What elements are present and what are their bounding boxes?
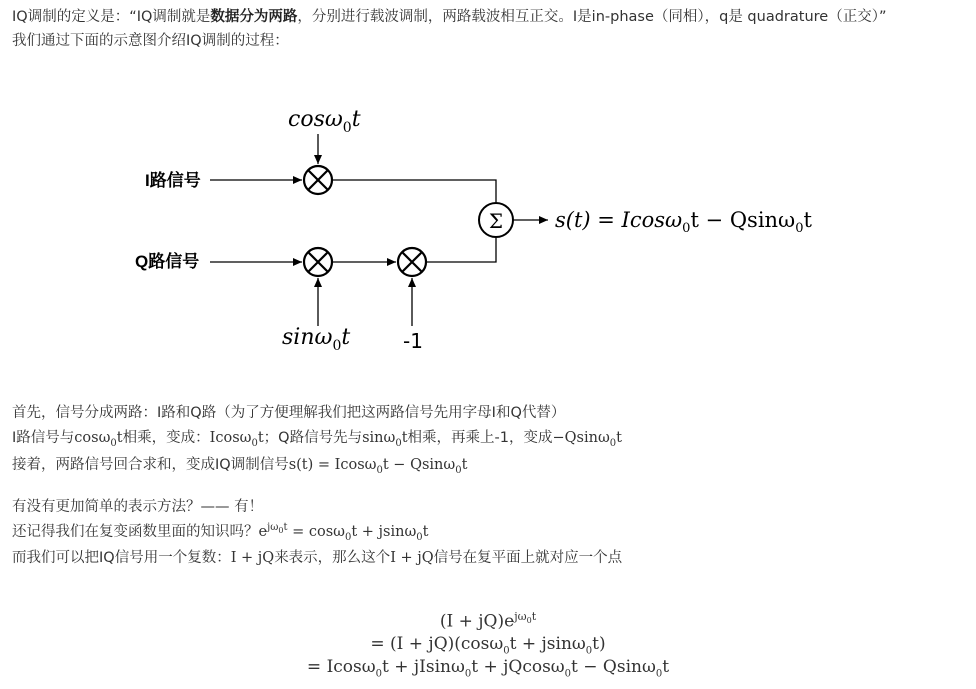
math-icos: Icosω$_0$t: [209, 430, 264, 449]
negation-multiplier-icon: [398, 248, 426, 276]
q-to-sum-line: [426, 238, 496, 262]
sin-carrier-label: sinω$_0$t: [282, 325, 351, 354]
iq-modulation-diagram: [0, 90, 976, 380]
math-st: s(t) = Icosω$_0$t − Qsinω$_0$t: [288, 457, 468, 476]
explain-text: ；Q路信号先与: [263, 430, 363, 446]
second-text: 而我们可以把IQ信号用一个复数：: [12, 550, 231, 566]
explain-text: 相乘，再乘上-1，变成: [407, 430, 553, 446]
intro-text-b: ，分别进行载波调制，两路载波相互正交。I是in-phase（同相），q是 quadrature（正交）”: [297, 9, 887, 25]
explain-text: 相乘，变成：: [122, 430, 210, 446]
formula-row-2: = (I + jQ)(cosω$_0$t + jsinω$_0$t): [370, 634, 606, 657]
explain-line-2: [12, 427, 622, 449]
second-line-3: [12, 547, 622, 569]
output-expression: s(t) = Icosω$_0$t − Qsinω$_0$t: [555, 208, 812, 236]
neg-one-label: -1: [403, 329, 423, 353]
second-line-1: 有没有更加简单的表示方法？—— 有！: [12, 499, 264, 515]
q-signal-label: Q路信号: [135, 252, 200, 271]
intro-line-2: 我们通过下面的示意图介绍IQ调制的过程：: [12, 33, 289, 49]
intro-text-a: IQ调制的定义是：“IQ调制就是: [12, 9, 211, 25]
second-text: 还记得我们在复变函数里面的知识吗？: [12, 524, 259, 540]
second-line-2: [12, 521, 428, 543]
q-multiplier-icon: [304, 248, 332, 276]
explain-text: I路信号与: [12, 430, 75, 446]
second-text: 信号在复平面上就对应一个点: [433, 550, 623, 566]
formula-row-3: = Icosω$_0$t + jIsinω$_0$t + jQcosω$_0$t − Qsinω$_0$t: [306, 657, 670, 680]
i-signal-label: I路信号: [145, 171, 201, 190]
math-euler: $e^{j\omega_0t} = \cos\omega_0t + jsin\omega_0t$: [258, 522, 429, 543]
math-cos: cosω$_0$t: [74, 430, 123, 449]
explain-line-1: 首先，信号分成两路：I路和Q路（为了方便理解我们把这两路信号先用字母I和Q代替）: [12, 405, 566, 421]
summation-icon: [479, 203, 513, 237]
intro-bold-text: 数据分为两路: [210, 9, 298, 25]
svg-text:Σ: Σ: [488, 209, 504, 233]
math-complex-1: I + jQ: [230, 550, 275, 566]
math-complex-2: I + jQ: [390, 550, 434, 566]
i-multiplier-icon: [304, 166, 332, 194]
explain-text: 接着，两路信号回合求和，变成IQ调制信号: [12, 457, 289, 473]
math-sin: sinω$_0$t: [362, 430, 408, 449]
intro-line-1: [12, 6, 886, 28]
formula-row-1: $(I + jQ)e^{j\omega_0t}$: [439, 610, 537, 632]
second-text: 来表示，那么这个: [274, 550, 391, 566]
i-to-sum-line: [332, 180, 496, 202]
explain-line-3: [12, 454, 467, 476]
cos-carrier-label: cosω$_0$t: [288, 107, 361, 136]
math-neg-qsin: −Qsinω$_0$t: [552, 430, 622, 449]
